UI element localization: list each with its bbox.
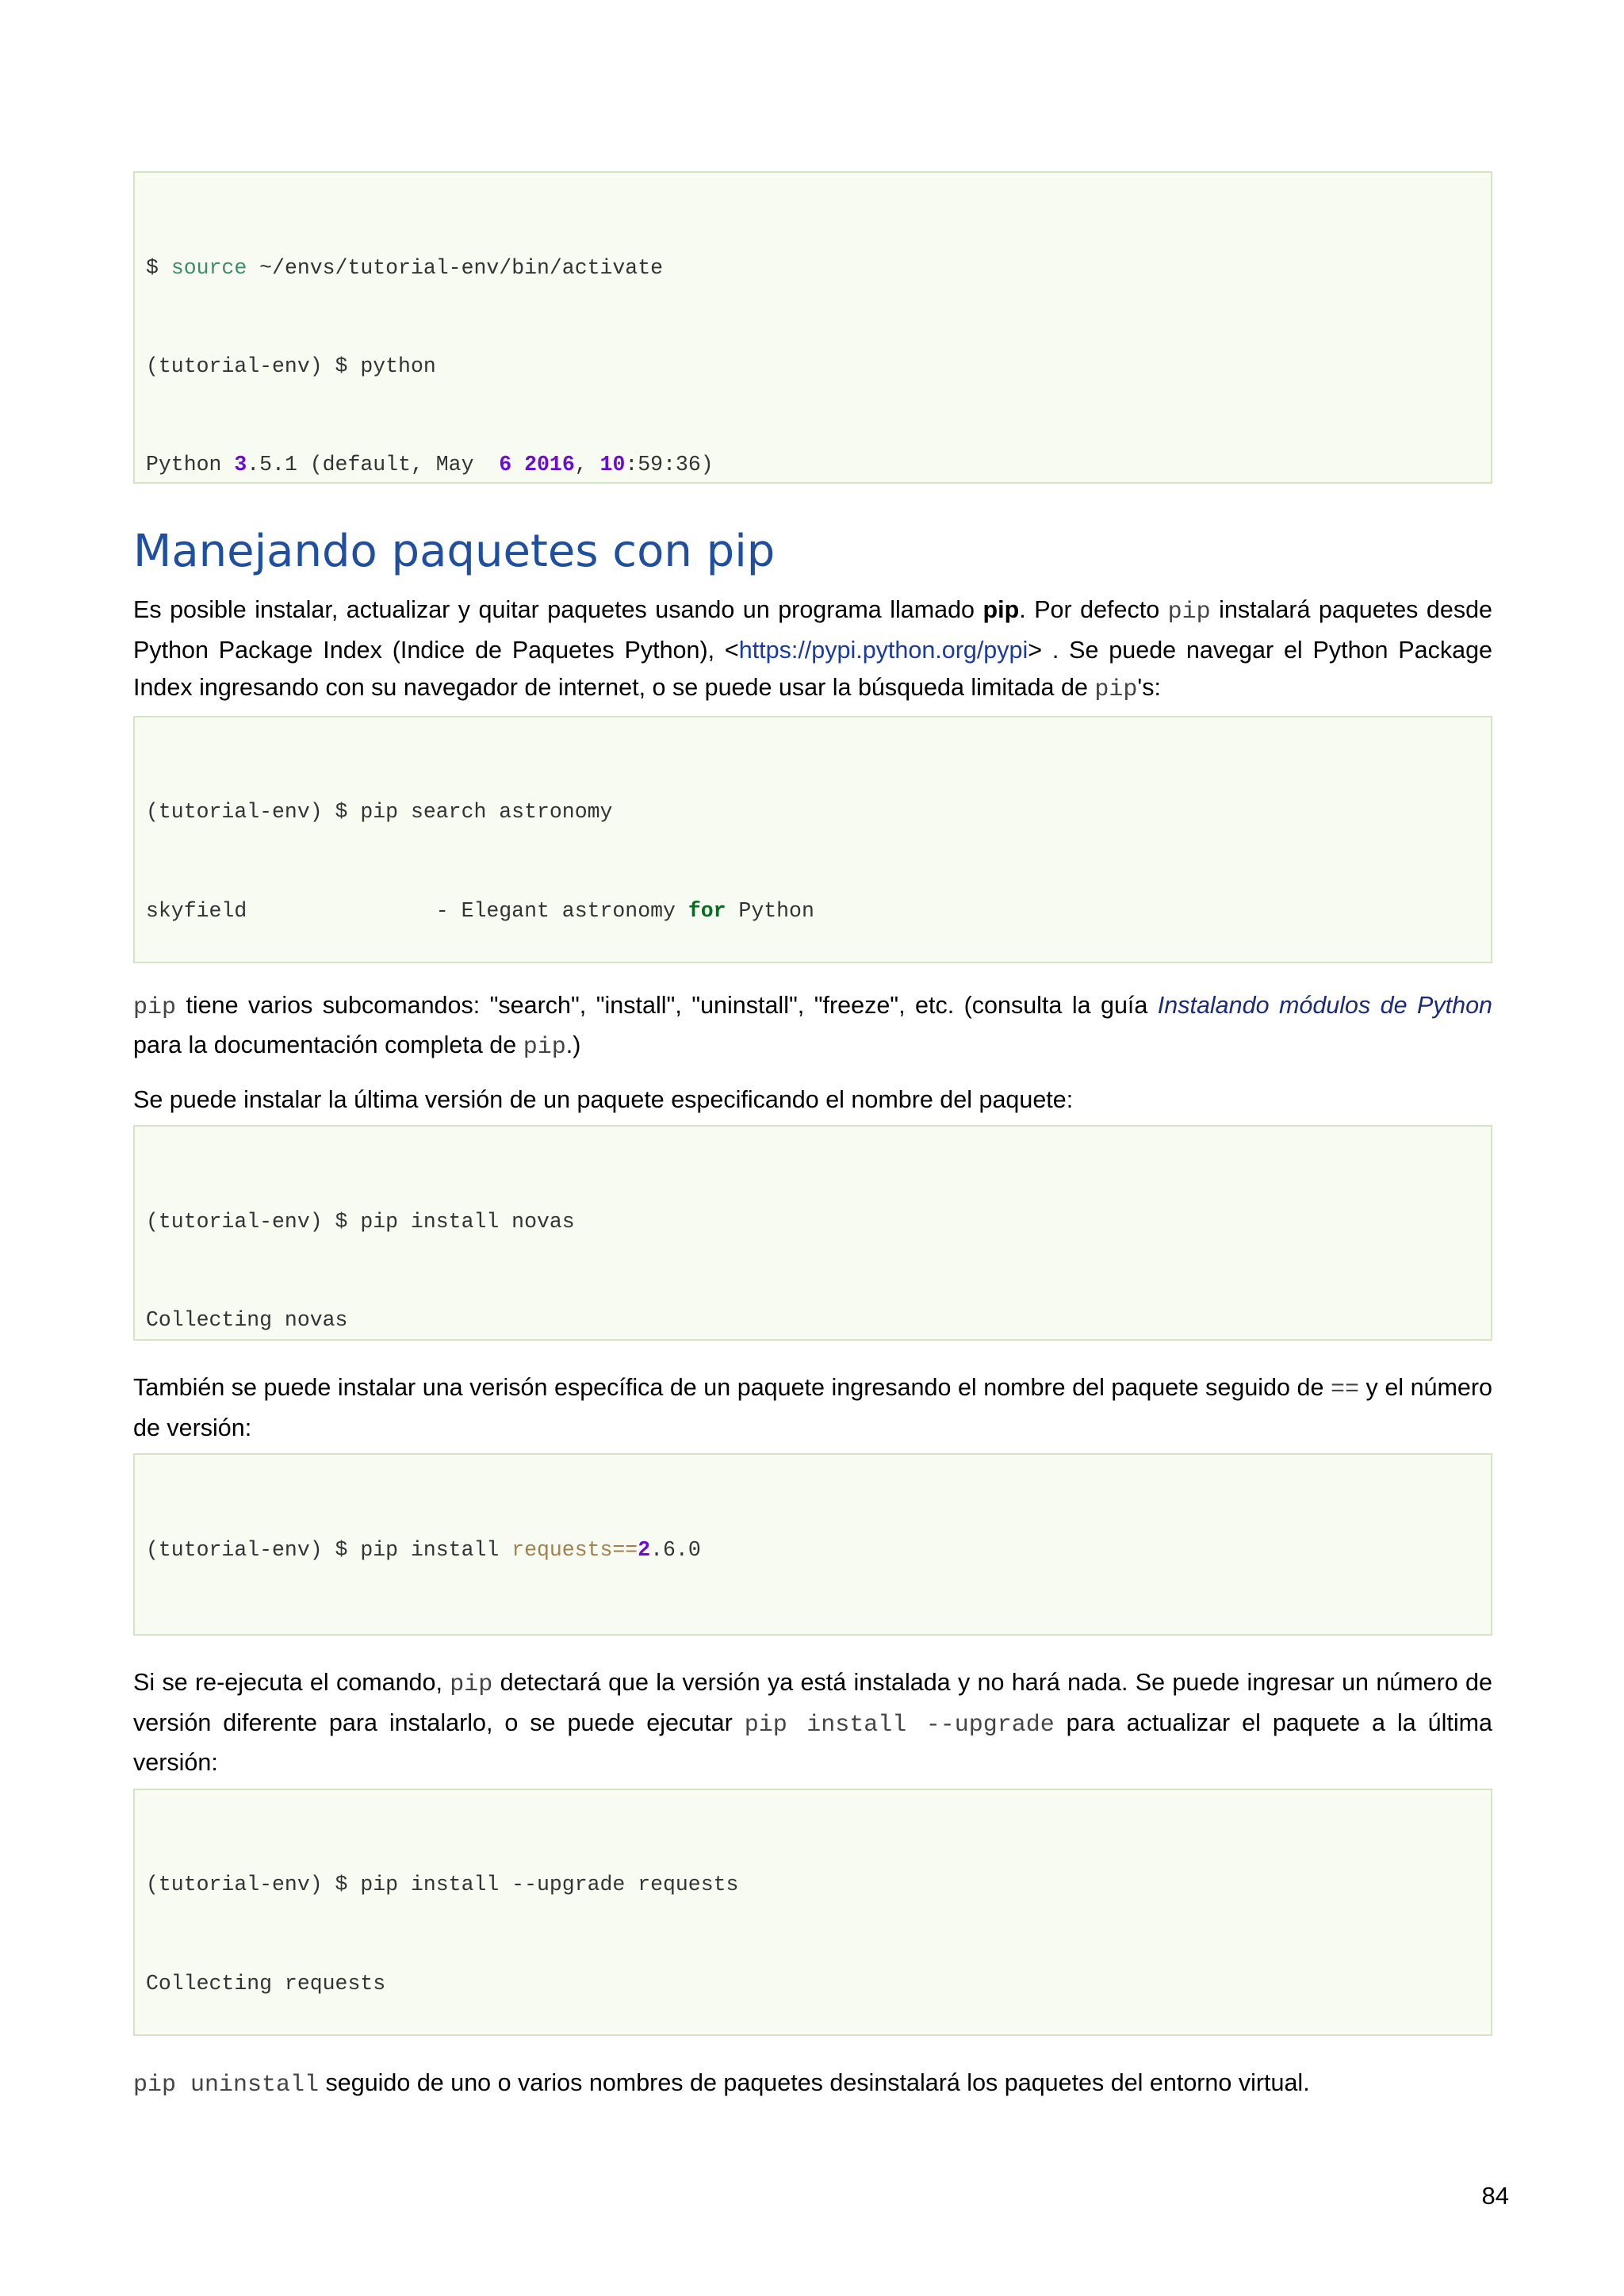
code-block-activate [133, 171, 1492, 484]
code-line: (tutorial-env) $ pip install novas [146, 1209, 575, 1234]
paragraph-install-version: También se puede instalar una verisón específica de un paquete ingresando el nombre del paquete seguido de == y el número de versión: [133, 1374, 1492, 1441]
code-line: Collecting requests [146, 1971, 386, 1996]
page-content [133, 171, 1492, 2104]
code-line: Python 3.5.1 (default, May 6 2016, 10:59:36) [146, 453, 714, 477]
paragraph-uninstall: pip uninstall seguido de uno o varios nombres de paquetes desinstalará los paquetes del entorno virtual. [133, 2068, 1310, 2099]
paragraph-subcommands: pip tiene varios subcomandos: "search", "install", "uninstall", "freeze", etc. (consulta la guía Instalando módulos de Python para la documentación completa de pip.) [133, 991, 1492, 1061]
code-line: (tutorial-env) $ pip search astronomy [146, 800, 613, 825]
code-line [146, 1632, 1491, 1636]
code-block-upgrade [133, 1789, 1492, 2036]
paragraph-install-latest: Se puede instalar la última versión de un paquete especificando el nombre del paquete: [133, 1085, 1074, 1113]
paragraph-intro: Es posible instalar, actualizar y quitar paquetes usando un programa llamado pip. Por defecto pip instalará paquetes desde Python Package Index (Indice de Paquetes Python), <https://pypi.python.org/pypi> . Se puede navegar el Python Package Index ingresando con su navegador de internet, o se puede usar la búsqueda limitada de pip's: [133, 596, 1492, 703]
install-modules-guide-link[interactable]: Instalando módulos de Python [1157, 991, 1492, 1019]
code-block-search [133, 716, 1492, 963]
paragraph-upgrade: Si se re-ejecuta el comando, pip detectará que la versión ya está instalada y no hará nada. Se puede ingresar un número de versión diferente para instalarlo, o se puede ejecutar pip install --upgrade para actualizar el paquete a la última versión: [133, 1669, 1492, 1776]
code-line: (tutorial-env) $ pip install requests==2.6.0 [146, 1537, 701, 1562]
page-number: 84 [1481, 2182, 1509, 2210]
code-line: $ source ~/envs/tutorial-env/bin/activate [146, 255, 664, 280]
code-line: (tutorial-env) $ pip install --upgrade requests [146, 1873, 739, 1897]
code-line: (tutorial-env) $ python [146, 354, 436, 379]
code-block-install [133, 1125, 1492, 1341]
code-line: skyfield - Elegant astronomy for Python [146, 898, 814, 923]
code-line: Collecting novas [146, 1308, 348, 1333]
pypi-link[interactable]: https://pypi.python.org/pypi [738, 636, 1028, 664]
section-title: Manejando paquetes con pip [133, 526, 776, 577]
code-block-install-version [133, 1453, 1492, 1636]
